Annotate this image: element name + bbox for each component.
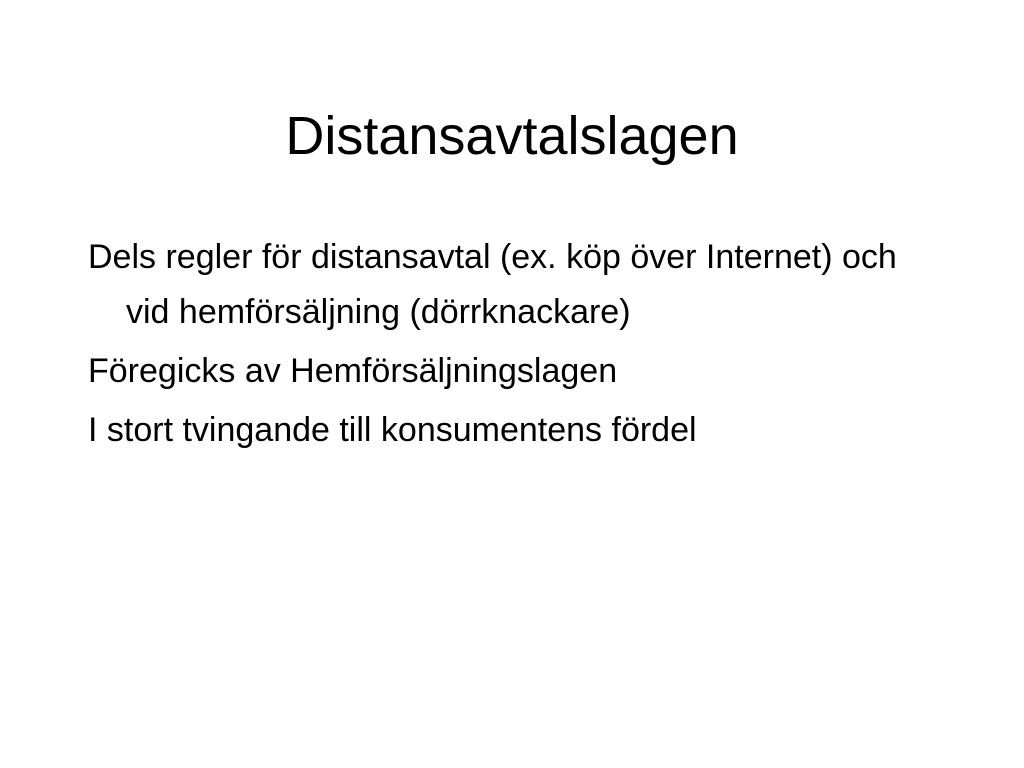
bullet-list [88, 230, 928, 462]
bullet-item: Föregicks av Hemförsäljningslagen [88, 352, 618, 390]
bullet-item: Dels regler för distansavtal (ex. köp över Internet) och vid hemförsäljning (dörrknackare) [88, 238, 897, 331]
bullet-item: I stort tvingande till konsumentens fördel [88, 411, 697, 449]
slide-title: Distansavtalslagen [285, 106, 739, 166]
